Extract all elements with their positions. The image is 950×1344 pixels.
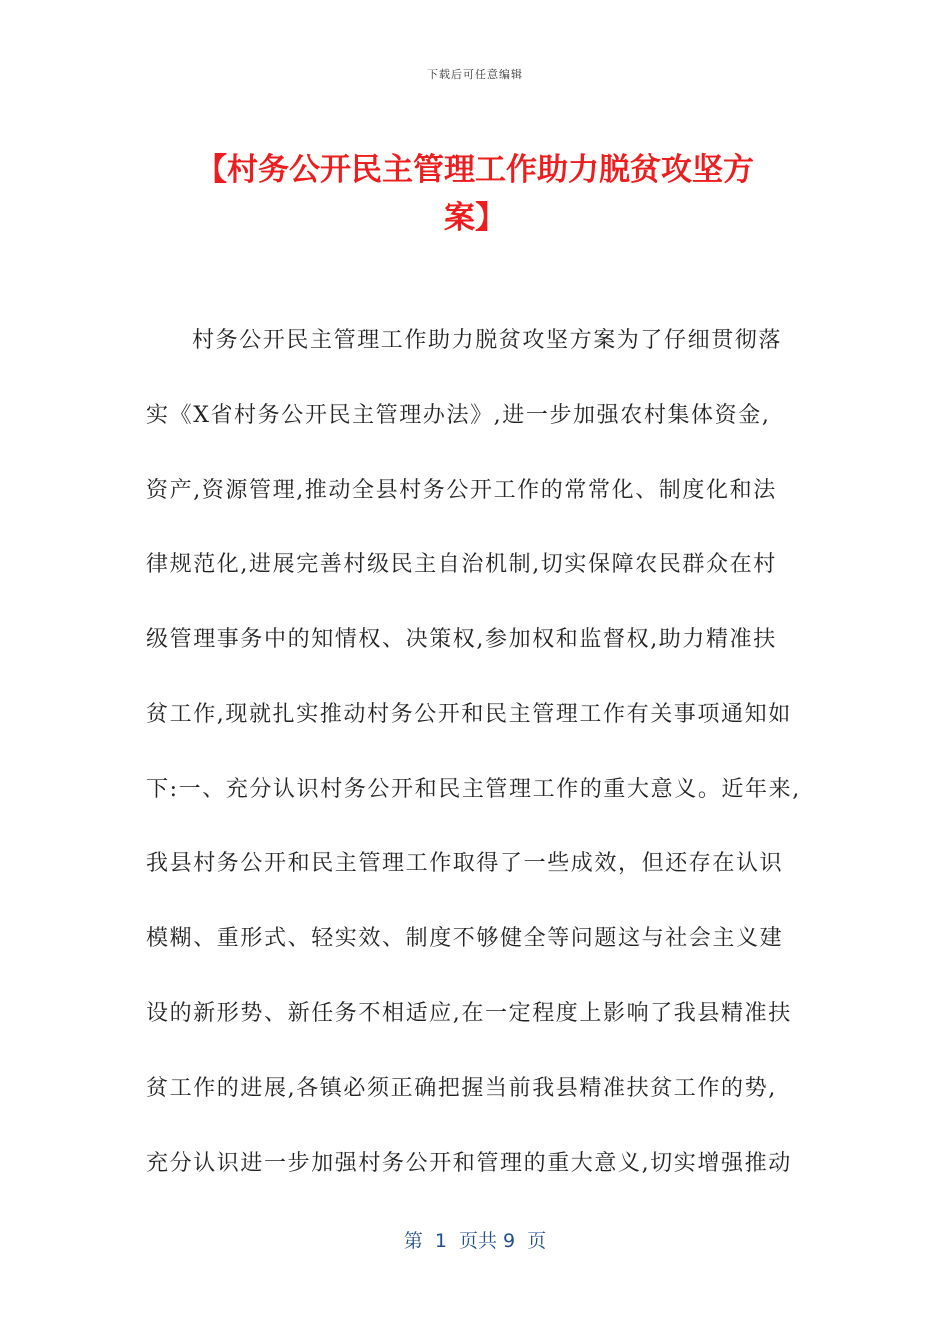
title-line-2: 案】 — [444, 200, 506, 236]
body-line: 贫工作,现就扎实推动村务公开和民主管理工作有关事项通知如 — [146, 701, 792, 727]
body-text — [146, 322, 806, 1219]
body-line: 模糊、重形式、轻实效、制度不够健全等问题这与社会主义建 — [146, 926, 784, 952]
body-line: 律规范化,进展完善村级民主自治机制,切实保障农民群众在村 — [146, 552, 777, 578]
body-line: 实《X省村务公开民主管理办法》,进一步加强农村集体资金, — [146, 402, 771, 428]
document-title — [170, 146, 780, 242]
body-line: 村务公开民主管理工作助力脱贫攻坚方案为了仔细贯彻落 — [192, 328, 783, 353]
page-footer: 第 1 页共 9 页 — [403, 1230, 547, 1252]
body-line: 级管理事务中的知情权、决策权,参加权和监督权,助力精准扶 — [146, 627, 777, 653]
body-line: 我县村务公开和民主管理工作取得了一些成效，但还存在认识 — [146, 851, 784, 877]
title-line-1: 【村务公开民主管理工作助力脱贫攻坚方 — [196, 152, 754, 188]
header-note: 下载后可任意编辑 — [427, 68, 523, 81]
body-line: 贫工作的进展,各镇必须正确把握当前我县精准扶贫工作的势, — [146, 1075, 777, 1101]
body-line: 资产,资源管理,推动全县村务公开工作的常常化、制度化和法 — [146, 477, 777, 503]
body-line: 充分认识进一步加强村务公开和管理的重大意义,切实增强推动 — [146, 1150, 792, 1176]
body-line: 下:一、充分认识村务公开和民主管理工作的重大意义。近年来, — [146, 776, 801, 802]
body-line: 设的新形势、新任务不相适应,在一定程度上影响了我县精准扶 — [146, 1001, 792, 1027]
